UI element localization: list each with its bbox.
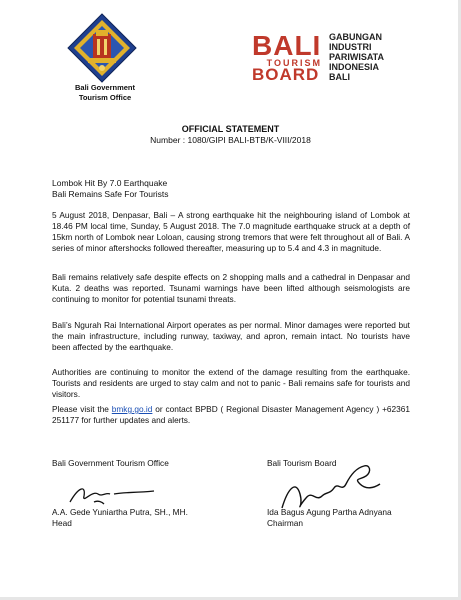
left-signatory-name: A.A. Gede Yuniartha Putra, SH., MH. (52, 507, 188, 517)
paragraph-2: Bali remains relatively safe despite effects on 2 shopping malls and a cathedral in Denpasar and Kuta. 2 deaths was reported. Tsunami warnings have been lifted although seismologists are continuing to monitor for potential tsunami threats. (52, 272, 410, 304)
right-signatory-name: Ida Bagus Agung Partha Adnyana (267, 507, 392, 517)
gov-label-line2: Tourism Office (78, 93, 132, 102)
gov-emblem-label (60, 83, 150, 103)
gipi-line: PARIWISATA (329, 52, 384, 62)
gipi-line: GABUNGAN (329, 32, 382, 42)
bmkg-link[interactable]: bmkg.go.id (111, 404, 153, 414)
gov-label-line1: Bali Government (74, 83, 135, 92)
paragraph-1: 5 August 2018, Denpasar, Bali – A strong earthquake hit the neighbouring island of Lombok at 18.46 PM local time, Sunday, 5 August 2018. The 7.0 magnitude earthquake struck at a depth of 15km north of Lombok near Loloan, causing strong tremors that were felt throughout all of Bali. A series of minor aftershocks followed thereafter, measuring up to 5.4 and 4.3 in magnitude. (52, 210, 410, 253)
headline-line2: Bali Remains Safe For Tourists (52, 189, 169, 199)
gipi-line: INDONESIA (329, 62, 380, 72)
headline-line1: Lombok Hit By 7.0 Earthquake (52, 178, 168, 188)
paragraph-3: Bali’s Ngurah Rai International Airport operates as per normal. Minor damages were reported but the main infrastructure, including runway, taxiway, and apron, remain intact. No tourists have been affected by the earthquake. (52, 320, 410, 352)
paragraph-4: Authorities are continuing to monitor the extend of the damage resulting from the earthquake. Tourists and residents are urged to stay calm and not to panic - Bali remains safe for tourists and visitors. (52, 367, 410, 399)
paragraph-5 (52, 404, 410, 426)
bali-logo-board: BOARD (252, 65, 320, 84)
right-signatory-org: Bali Tourism Board (267, 458, 337, 468)
left-signatory-title: Head (52, 518, 72, 528)
statement-number: Number : 1080/GIPI BALI-BTB/K-VIII/2018 (150, 135, 311, 145)
p5-post: or contact BPBD ( Regional Disaster Management Agency ) +62361 251177 for further updates and alerts. (52, 404, 410, 425)
left-signature-image (64, 480, 164, 508)
left-signatory-org: Bali Government Tourism Office (52, 458, 169, 468)
statement-title: OFFICIAL STATEMENT (181, 124, 280, 134)
gipi-label (329, 32, 384, 82)
bali-logo-text: BALI (252, 30, 322, 61)
right-signatory-title: Chairman (267, 518, 303, 528)
bali-government-emblem (66, 12, 138, 84)
left-signatory (52, 507, 188, 529)
right-signatory (267, 507, 392, 529)
gipi-line: BALI (329, 72, 350, 82)
gipi-line: INDUSTRI (329, 42, 372, 52)
p5-pre: Please visit the (52, 404, 112, 414)
bali-logo-tourism: TOURISM (266, 58, 322, 68)
headline (52, 178, 169, 200)
